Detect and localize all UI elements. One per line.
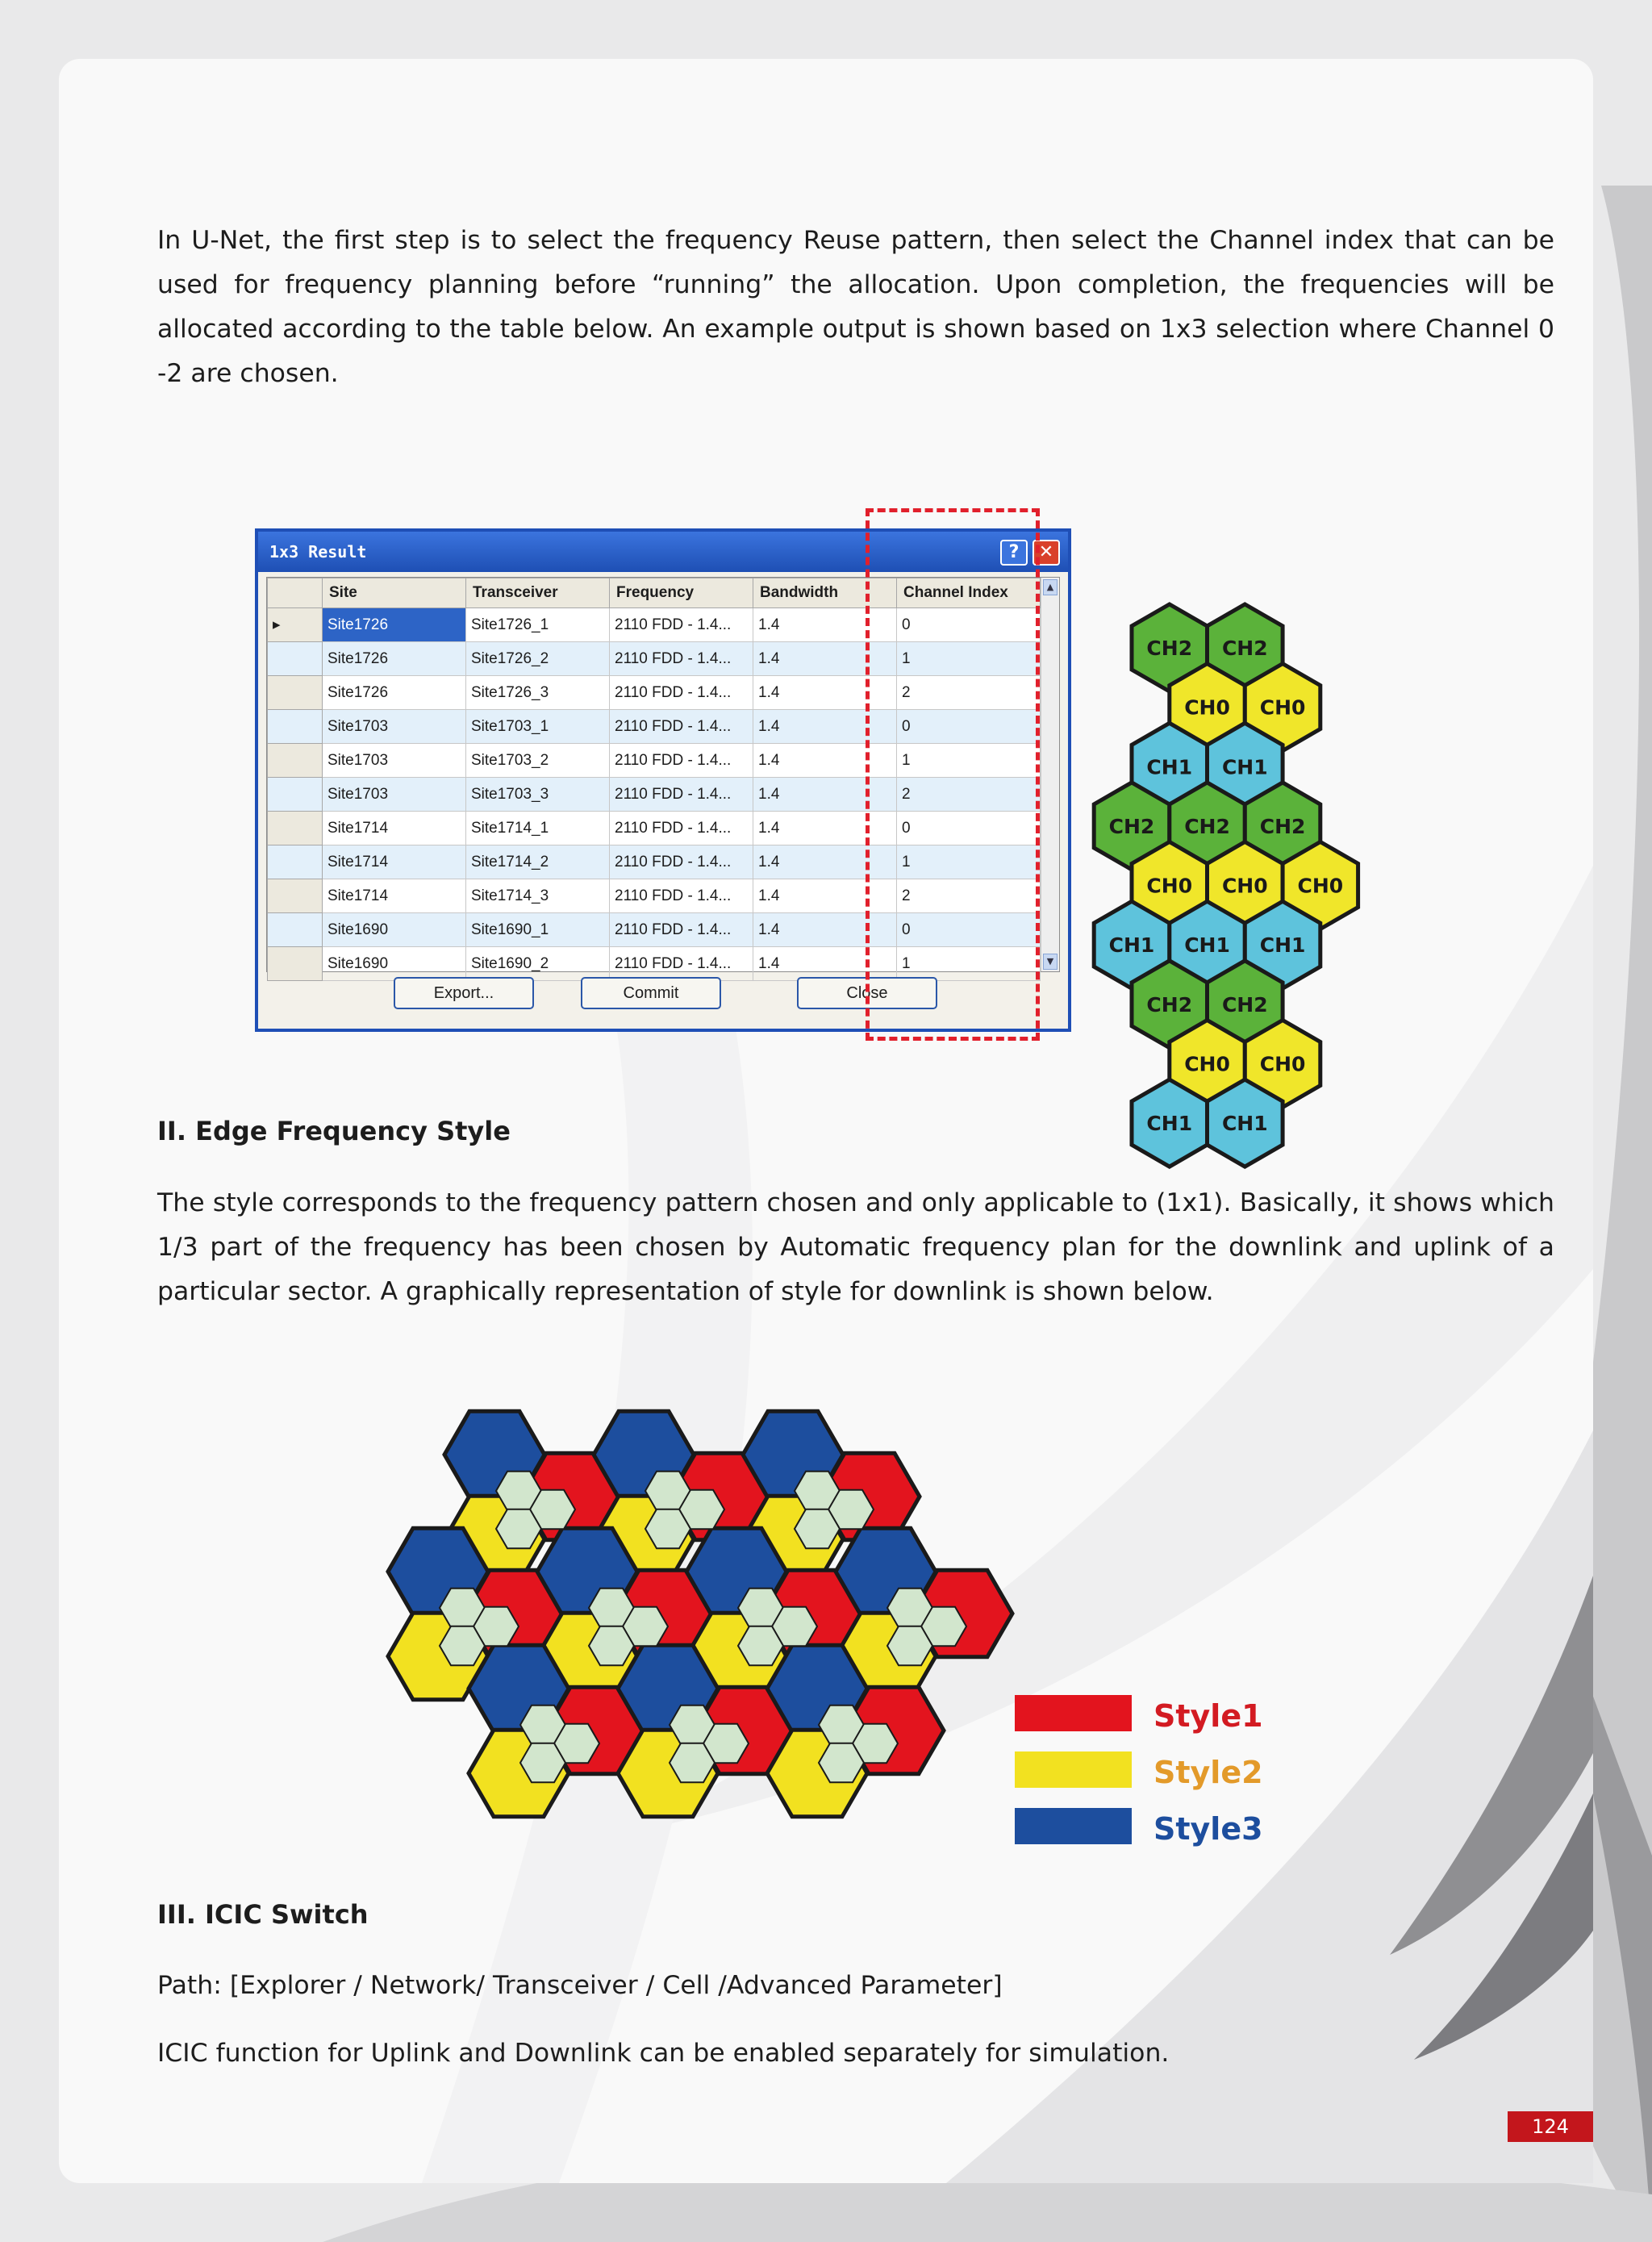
row-selector[interactable] xyxy=(268,744,323,778)
table-cell[interactable]: 2 xyxy=(897,778,1041,812)
row-selector[interactable] xyxy=(268,947,323,981)
channel-hex-label: CH2 xyxy=(1259,814,1306,838)
row-selector[interactable] xyxy=(268,778,323,812)
row-header-corner xyxy=(268,578,323,608)
table-cell[interactable]: Site1726_3 xyxy=(466,676,610,710)
table-cell[interactable]: 1.4 xyxy=(753,642,897,676)
table-cell[interactable]: 1.4 xyxy=(753,812,897,845)
channel-hex-label: CH2 xyxy=(1146,992,1193,1017)
table-cell[interactable]: Site1714_1 xyxy=(466,812,610,845)
style-description-paragraph: The style corresponds to the frequency pattern chosen and only applicable to (1x1). Basically, it shows which 1/3 part of the frequency has been chosen by Automatic frequency plan for the downlink and uplink of a particular sector. A graphically representation of style for downlink is shown below. xyxy=(157,1188,1554,1306)
table-cell[interactable]: 1.4 xyxy=(753,778,897,812)
channel-hex-label: CH1 xyxy=(1221,1112,1268,1136)
channel-index-highlight xyxy=(866,508,1040,1041)
column-header[interactable]: Transceiver xyxy=(466,578,610,608)
style-legend xyxy=(1015,1689,1354,1874)
table-cell[interactable]: Site1726 xyxy=(323,608,466,642)
scroll-up-icon[interactable]: ▲ xyxy=(1043,579,1058,595)
table-cell[interactable]: 0 xyxy=(897,812,1041,845)
row-selector[interactable] xyxy=(268,812,323,845)
table-cell[interactable]: Site1690 xyxy=(323,947,466,981)
close-button[interactable]: Close xyxy=(797,977,937,1009)
legend-label-style3: Style3 xyxy=(1153,1811,1263,1847)
legend-swatch-style2 xyxy=(1015,1751,1132,1788)
table-cell[interactable]: Site1703 xyxy=(323,778,466,812)
table-cell[interactable]: 1.4 xyxy=(753,676,897,710)
page-card xyxy=(59,59,1593,2183)
table-cell[interactable]: 0 xyxy=(897,710,1041,744)
table-cell[interactable]: 1.4 xyxy=(753,913,897,947)
table-cell[interactable]: 1 xyxy=(897,845,1041,879)
table-cell[interactable]: 1.4 xyxy=(753,845,897,879)
table-cell[interactable]: Site1726 xyxy=(323,642,466,676)
dialog-title: 1x3 Result xyxy=(258,532,1068,572)
row-selector[interactable] xyxy=(268,913,323,947)
table-cell[interactable]: Site1714 xyxy=(323,812,466,845)
channel-hex-label: CH0 xyxy=(1297,874,1344,898)
column-header[interactable]: Bandwidth xyxy=(753,578,897,608)
channel-hex-label: CH1 xyxy=(1108,933,1155,958)
table-cell[interactable]: Site1714_2 xyxy=(466,845,610,879)
table-cell[interactable]: 1.4 xyxy=(753,710,897,744)
table-cell[interactable]: 2 xyxy=(897,676,1041,710)
icic-switch-heading: III. ICIC Switch xyxy=(157,1899,369,1930)
intro-paragraph: In U-Net, the first step is to select the frequency Reuse pattern, then select the Channel index that can be used for frequency planning before “running” the allocation. Upon completion, the frequencies will be allocated according to the table below. An example output is shown based on 1x3 selection where Channel 0 -2 are chosen. xyxy=(157,226,1554,388)
table-cell[interactable]: 2110 FDD - 1.4... xyxy=(610,845,753,879)
table-cell[interactable]: 2110 FDD - 1.4... xyxy=(610,710,753,744)
table-cell[interactable]: Site1714 xyxy=(323,845,466,879)
legend-label-style1: Style1 xyxy=(1153,1698,1263,1734)
table-cell[interactable]: 1.4 xyxy=(753,608,897,642)
table-cell[interactable]: Site1703 xyxy=(323,744,466,778)
table-cell[interactable]: 1 xyxy=(897,744,1041,778)
row-selector[interactable] xyxy=(268,845,323,879)
table-cell[interactable]: 1 xyxy=(897,642,1041,676)
channel-hex-label: CH2 xyxy=(1108,814,1155,838)
table-cell[interactable]: 2110 FDD - 1.4... xyxy=(610,913,753,947)
channel-hex-label: CH2 xyxy=(1221,637,1268,660)
path-text: Path: [Explorer / Network/ Transceiver / Cell /Advanced Parameter] xyxy=(157,1971,1003,2000)
table-cell[interactable]: 1.4 xyxy=(753,879,897,913)
legend-swatch-style1 xyxy=(1015,1695,1132,1731)
export-button[interactable]: Export... xyxy=(394,977,534,1009)
channel-hex-label: CH2 xyxy=(1184,814,1230,838)
table-cell[interactable]: 2110 FDD - 1.4... xyxy=(610,778,753,812)
column-header[interactable]: Frequency xyxy=(610,578,753,608)
channel-hex-label: CH1 xyxy=(1221,755,1268,779)
table-cell[interactable]: 1.4 xyxy=(753,947,897,981)
table-cell[interactable]: 0 xyxy=(897,913,1041,947)
channel-hex-label: CH0 xyxy=(1259,695,1306,720)
table-cell[interactable]: 2110 FDD - 1.4... xyxy=(610,812,753,845)
channel-hex-diagram xyxy=(1043,591,1543,1136)
table-cell[interactable]: 1 xyxy=(897,947,1041,981)
table-cell[interactable]: 2110 FDD - 1.4... xyxy=(610,879,753,913)
channel-hex-label: CH0 xyxy=(1146,874,1193,898)
channel-hex-label: CH0 xyxy=(1184,695,1230,720)
row-selector[interactable] xyxy=(268,879,323,913)
table-cell[interactable]: 2110 FDD - 1.4... xyxy=(610,947,753,981)
table-cell[interactable]: Site1690 xyxy=(323,913,466,947)
channel-hex-label: CH1 xyxy=(1259,933,1306,958)
channel-hex-label: CH2 xyxy=(1146,637,1193,660)
icic-description: ICIC function for Uplink and Downlink can be enabled separately for simulation. xyxy=(157,2039,1170,2068)
table-cell[interactable]: 2 xyxy=(897,879,1041,913)
help-button[interactable]: ? xyxy=(1000,540,1028,566)
table-cell[interactable]: Site1726 xyxy=(323,676,466,710)
commit-button[interactable]: Commit xyxy=(581,977,721,1009)
channel-hex-label: CH2 xyxy=(1221,992,1268,1017)
channel-hex-label: CH0 xyxy=(1221,874,1268,898)
table-cell[interactable]: 2110 FDD - 1.4... xyxy=(610,744,753,778)
table-cell[interactable]: Site1726_2 xyxy=(466,642,610,676)
edge-frequency-heading: II. Edge Frequency Style xyxy=(157,1116,511,1146)
table-cell[interactable]: 1.4 xyxy=(753,744,897,778)
table-cell[interactable]: Site1703_1 xyxy=(466,710,610,744)
legend-swatch-style3 xyxy=(1015,1808,1132,1844)
table-cell[interactable]: 2110 FDD - 1.4... xyxy=(610,676,753,710)
table-cell[interactable]: Site1703 xyxy=(323,710,466,744)
row-selector[interactable]: ▸ xyxy=(268,608,323,642)
table-cell[interactable]: Site1714_3 xyxy=(466,879,610,913)
table-cell[interactable]: Site1690_2 xyxy=(466,947,610,981)
table-cell[interactable]: Site1703_2 xyxy=(466,744,610,778)
table-cell[interactable]: 0 xyxy=(897,608,1041,642)
column-header[interactable]: Channel Index xyxy=(897,578,1041,608)
channel-hex-label: CH1 xyxy=(1146,755,1193,779)
channel-hex-label: CH1 xyxy=(1184,933,1230,958)
channel-hex-label: CH0 xyxy=(1184,1052,1230,1076)
row-selector[interactable] xyxy=(268,710,323,744)
channel-hex-label: CH1 xyxy=(1146,1112,1193,1136)
table-cell[interactable]: Site1726_1 xyxy=(466,608,610,642)
table-cell[interactable]: 2110 FDD - 1.4... xyxy=(610,642,753,676)
close-window-button[interactable]: ✕ xyxy=(1032,540,1060,566)
channel-hex-label: CH0 xyxy=(1259,1052,1306,1076)
column-header[interactable]: Site xyxy=(323,578,466,608)
scroll-down-icon[interactable]: ▼ xyxy=(1043,954,1058,970)
table-cell[interactable]: 2110 FDD - 1.4... xyxy=(610,608,753,642)
legend-label-style2: Style2 xyxy=(1153,1755,1263,1790)
page-number: 124 xyxy=(1508,2111,1593,2142)
table-cell[interactable]: Site1703_3 xyxy=(466,778,610,812)
table-cell[interactable]: Site1690_1 xyxy=(466,913,610,947)
row-selector[interactable] xyxy=(268,642,323,676)
row-selector[interactable] xyxy=(268,676,323,710)
table-cell[interactable]: Site1714 xyxy=(323,879,466,913)
edge-style-hex-diagram xyxy=(390,1398,1075,1906)
